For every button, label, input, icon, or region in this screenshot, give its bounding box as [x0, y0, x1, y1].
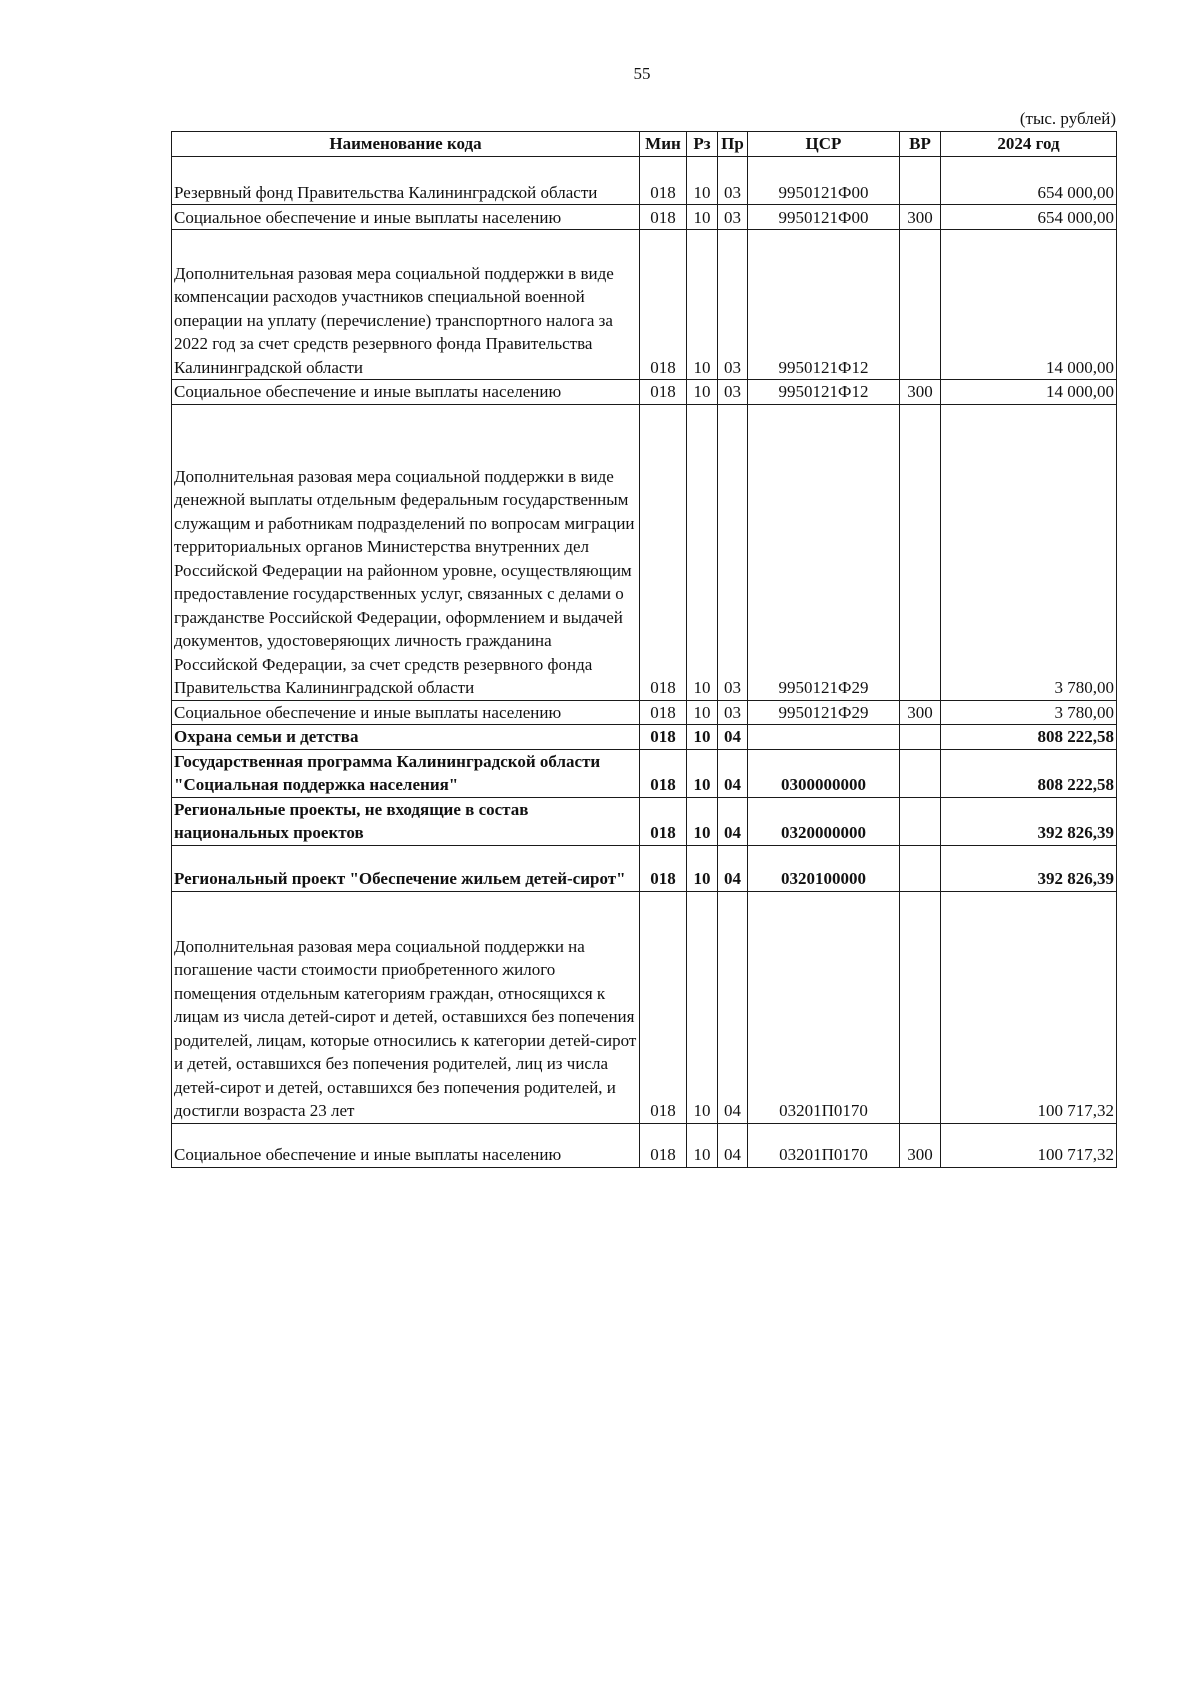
cell-pr: 03 [718, 205, 748, 230]
cell-vr: 300 [900, 700, 941, 725]
cell-csr: 03201П0170 [748, 891, 900, 1123]
page-number: 55 [633, 64, 651, 83]
cell-csr: 9950121Ф29 [748, 404, 900, 700]
cell-vr [900, 404, 941, 700]
cell-csr [748, 725, 900, 750]
table-row [172, 700, 1117, 725]
cell-sum: 808 222,58 [941, 725, 1117, 750]
cell-min: 018 [640, 205, 687, 230]
table-row [172, 1123, 1117, 1167]
cell-pr: 04 [718, 891, 748, 1123]
cell-vr [900, 797, 941, 845]
cell-min: 018 [640, 700, 687, 725]
cell-rz: 10 [687, 230, 718, 380]
header-rz: Рз [687, 132, 718, 157]
header-vr: ВР [900, 132, 941, 157]
cell-pr: 03 [718, 157, 748, 205]
cell-min: 018 [640, 1123, 687, 1167]
header-name: Наименование кода [172, 132, 640, 157]
cell-rz: 10 [687, 157, 718, 205]
cell-csr: 0320000000 [748, 797, 900, 845]
cell-sum: 392 826,39 [941, 797, 1117, 845]
cell-rz: 10 [687, 700, 718, 725]
cell-name: Резервный фонд Правительства Калининградской области [172, 157, 640, 205]
cell-rz: 10 [687, 725, 718, 750]
cell-csr: 0320100000 [748, 845, 900, 891]
cell-min: 018 [640, 749, 687, 797]
units-label: (тыс. рублей) [1019, 109, 1116, 128]
cell-min: 018 [640, 891, 687, 1123]
cell-pr: 03 [718, 230, 748, 380]
cell-pr: 03 [718, 700, 748, 725]
cell-csr: 9950121Ф00 [748, 157, 900, 205]
cell-pr: 04 [718, 1123, 748, 1167]
cell-pr: 04 [718, 749, 748, 797]
cell-name: Региональный проект "Обеспечение жильем детей-сирот" [172, 845, 640, 891]
cell-vr [900, 845, 941, 891]
cell-csr: 03201П0170 [748, 1123, 900, 1167]
cell-csr: 9950121Ф00 [748, 205, 900, 230]
cell-vr: 300 [900, 1123, 941, 1167]
cell-name: Охрана семьи и детства [172, 725, 640, 750]
cell-rz: 10 [687, 380, 718, 405]
cell-sum: 14 000,00 [941, 380, 1117, 405]
cell-rz: 10 [687, 845, 718, 891]
header-row [172, 132, 1117, 157]
cell-csr: 0300000000 [748, 749, 900, 797]
table-row [172, 725, 1117, 750]
header-csr: ЦСР [748, 132, 900, 157]
cell-min: 018 [640, 157, 687, 205]
cell-vr [900, 230, 941, 380]
table-body [172, 157, 1117, 1168]
cell-sum: 654 000,00 [941, 205, 1117, 230]
cell-rz: 10 [687, 891, 718, 1123]
table-header [172, 132, 1117, 157]
table-row [172, 380, 1117, 405]
cell-vr [900, 725, 941, 750]
cell-min: 018 [640, 797, 687, 845]
cell-sum: 100 717,32 [941, 1123, 1117, 1167]
cell-sum: 808 222,58 [941, 749, 1117, 797]
cell-csr: 9950121Ф12 [748, 380, 900, 405]
cell-csr: 9950121Ф12 [748, 230, 900, 380]
cell-sum: 392 826,39 [941, 845, 1117, 891]
cell-csr: 9950121Ф29 [748, 700, 900, 725]
cell-min: 018 [640, 845, 687, 891]
table-row [172, 157, 1117, 205]
cell-min: 018 [640, 230, 687, 380]
cell-name: Социальное обеспечение и иные выплаты населению [172, 1123, 640, 1167]
cell-sum: 654 000,00 [941, 157, 1117, 205]
cell-name: Государственная программа Калининградской области "Социальная поддержка населения" [172, 749, 640, 797]
cell-rz: 10 [687, 749, 718, 797]
cell-sum: 3 780,00 [941, 404, 1117, 700]
table-row [172, 845, 1117, 891]
cell-vr: 300 [900, 205, 941, 230]
cell-pr: 04 [718, 845, 748, 891]
cell-min: 018 [640, 404, 687, 700]
cell-name: Региональные проекты, не входящие в состав национальных проектов [172, 797, 640, 845]
cell-sum: 14 000,00 [941, 230, 1117, 380]
cell-name: Дополнительная разовая мера социальной поддержки в виде компенсации расходов участников специальной военной операции на уплату (перечисление) транспортного налога за 2022 год за счет средств резервного фонда Правительства Калининградской области [172, 230, 640, 380]
header-min: Мин [640, 132, 687, 157]
cell-name: Социальное обеспечение и иные выплаты населению [172, 700, 640, 725]
cell-min: 018 [640, 725, 687, 750]
cell-pr: 03 [718, 404, 748, 700]
table-row [172, 205, 1117, 230]
cell-name: Дополнительная разовая мера социальной поддержки в виде денежной выплаты отдельным федеральным государственным служащим и работникам подразделений по вопросам миграции территориальных органов Министерства внутренних дел Российской Федерации на районном уровне, осуществляющим предоставление государственных услуг, связанных с делами о гражданстве Российской Федерации, оформлением и выдачей документов, удостоверяющих личность гражданина Российской Федерации, за счет средств резервного фонда Правительства Калининградской области [172, 404, 640, 700]
cell-name: Социальное обеспечение и иные выплаты населению [172, 380, 640, 405]
header-pr: Пр [718, 132, 748, 157]
cell-rz: 10 [687, 404, 718, 700]
cell-vr [900, 157, 941, 205]
cell-name: Социальное обеспечение и иные выплаты населению [172, 205, 640, 230]
cell-min: 018 [640, 380, 687, 405]
table-row [172, 749, 1117, 797]
table-row [172, 230, 1117, 380]
table-row [172, 797, 1117, 845]
budget-table [171, 131, 1117, 1168]
cell-pr: 04 [718, 797, 748, 845]
cell-pr: 04 [718, 725, 748, 750]
cell-vr [900, 891, 941, 1123]
cell-rz: 10 [687, 1123, 718, 1167]
cell-name: Дополнительная разовая мера социальной поддержки на погашение части стоимости приобретенного жилого помещения отдельным категориям граждан, относящихся к лицам из числа детей-сирот и детей, оставшихся без попечения родителей, лицам, которые относились к категории детей-сирот и детей, оставшихся без попечения родителей, лиц из числа детей-сирот и детей, оставшихся без попечения родителей, и достигли возраста 23 лет [172, 891, 640, 1123]
cell-vr [900, 749, 941, 797]
cell-pr: 03 [718, 380, 748, 405]
cell-vr: 300 [900, 380, 941, 405]
table-row [172, 891, 1117, 1123]
cell-rz: 10 [687, 205, 718, 230]
cell-rz: 10 [687, 797, 718, 845]
header-sum: 2024 год [941, 132, 1117, 157]
table-row [172, 404, 1117, 700]
cell-sum: 3 780,00 [941, 700, 1117, 725]
cell-sum: 100 717,32 [941, 891, 1117, 1123]
